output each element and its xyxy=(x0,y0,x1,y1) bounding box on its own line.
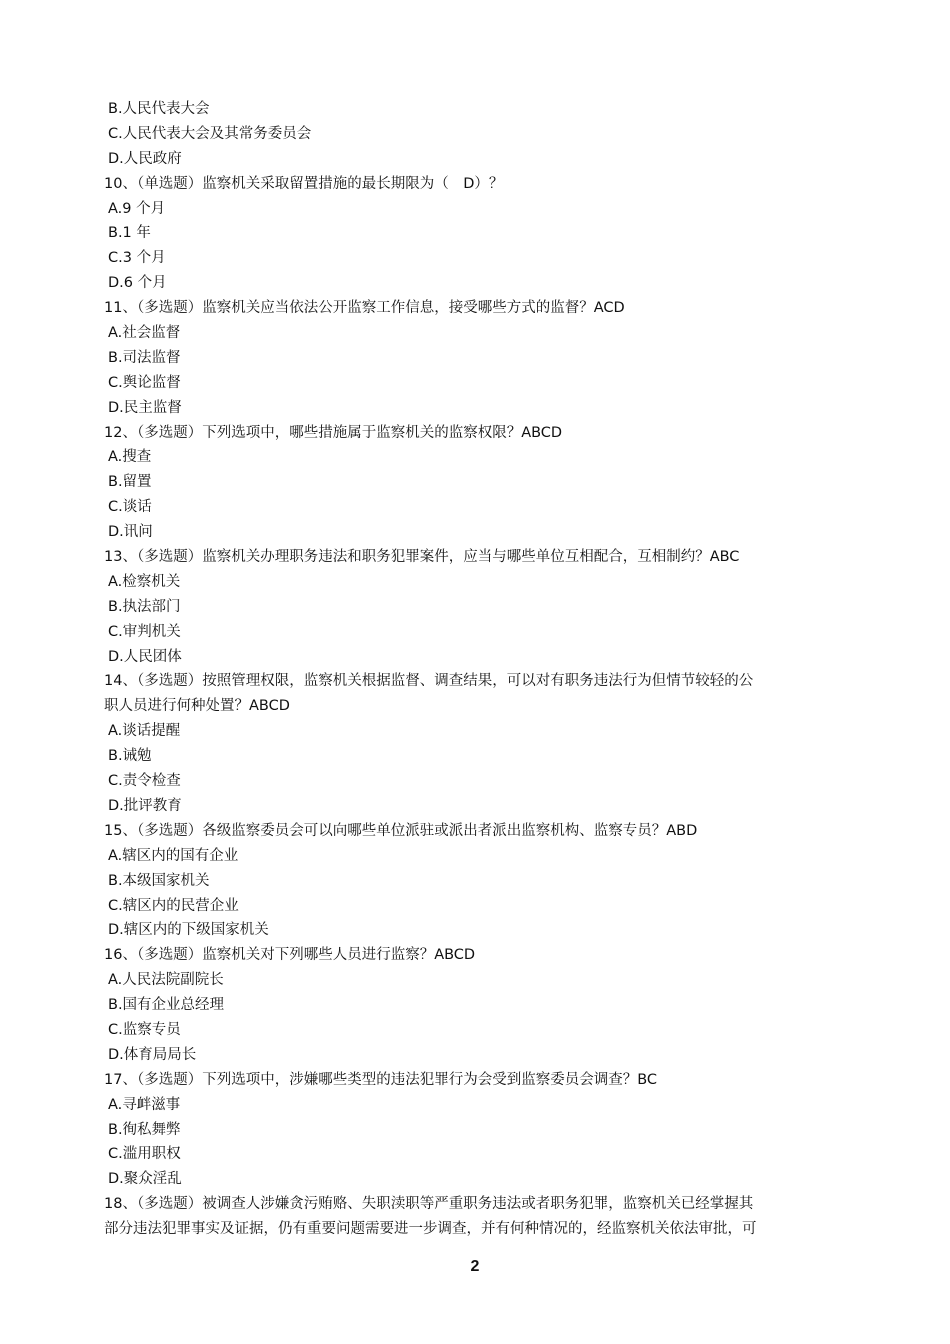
answer-option: C.舆论监督 xyxy=(108,374,181,391)
answer-option: C.监察专员 xyxy=(108,1021,181,1038)
answer-option: C.人民代表大会及其常务委员会 xyxy=(108,125,312,142)
answer-option: C.辖区内的民营企业 xyxy=(108,897,239,914)
answer-option: D.聚众淫乱 xyxy=(108,1171,182,1188)
answer-option: B.执法部门 xyxy=(108,598,181,615)
answer-option: B.人民代表大会 xyxy=(108,101,210,117)
question-text: 17、（多选题）下列选项中，涉嫌哪些类型的违法犯罪行为会受到监察委员会调查？BC xyxy=(104,1071,658,1088)
question-text-continued: 职人员进行何种处置？ABCD xyxy=(104,698,290,715)
question-text: 18、（多选题）被调查人涉嫌贪污贿赂、失职渎职等严重职务违法或者职务犯罪，监察机关已经掌握其 xyxy=(104,1196,754,1213)
answer-option: A.搜查 xyxy=(108,449,152,466)
answer-option: A.辖区内的国有企业 xyxy=(108,847,239,864)
answer-option: D.讯问 xyxy=(108,524,153,541)
answer-option: D.6 个月 xyxy=(108,275,167,292)
answer-option: D.人民团体 xyxy=(108,648,182,665)
answer-option: A.社会监督 xyxy=(108,325,181,342)
answer-option: A.检察机关 xyxy=(108,573,181,590)
answer-option: C.滥用职权 xyxy=(108,1146,181,1163)
answer-option: D.人民政府 xyxy=(108,150,182,167)
question-text: 12、（多选题）下列选项中，哪些措施属于监察机关的监察权限？ABCD xyxy=(104,424,563,441)
answer-option: B.留置 xyxy=(108,474,152,491)
answer-option: A.9 个月 xyxy=(108,200,166,217)
answer-option: B.徇私舞弊 xyxy=(108,1121,181,1138)
answer-option: A.寻衅滋事 xyxy=(108,1096,181,1113)
answer-option: A.谈话提醒 xyxy=(108,723,181,740)
answer-option: D.辖区内的下级国家机关 xyxy=(108,922,269,939)
answer-option: B.1 年 xyxy=(108,225,151,242)
answer-option: A.人民法院副院长 xyxy=(108,972,224,989)
answer-option: C.审判机关 xyxy=(108,623,181,640)
answer-option: B.本级国家机关 xyxy=(108,872,210,889)
question-text: 15、（多选题）各级监察委员会可以向哪些单位派驻或派出者派出监察机构、监察专员？ABD xyxy=(104,822,698,839)
answer-option: B.国有企业总经理 xyxy=(108,997,225,1014)
answer-option: D.批评教育 xyxy=(108,797,182,814)
page-number: 2 xyxy=(470,1258,480,1275)
question-text: 14、（多选题）按照管理权限，监察机关根据监督、调查结果，可以对有职务违法行为但情节较轻的公 xyxy=(104,673,754,690)
answer-option: B.司法监督 xyxy=(108,349,181,366)
answer-option: C.谈话 xyxy=(108,499,152,516)
question-text: 13、（多选题）监察机关办理职务违法和职务犯罪案件，应当与哪些单位互相配合，互相制约？ABC xyxy=(104,549,740,566)
answer-option: C.3 个月 xyxy=(108,250,166,267)
answer-option: B.诫勉 xyxy=(108,748,152,765)
document-body xyxy=(104,97,874,1242)
answer-option: C.责令检查 xyxy=(108,773,181,790)
answer-option: D.民主监督 xyxy=(108,399,182,416)
question-text-continued: 部分违法犯罪事实及证据，仍有重要问题需要进一步调查，并有何种情况的，经监察机关依法审批，可 xyxy=(104,1221,757,1238)
answer-option: D.体育局局长 xyxy=(108,1046,197,1063)
question-text: 10、（单选题）监察机关采取留置措施的最长期限为（ D）？ xyxy=(104,175,504,192)
question-text: 16、（多选题）监察机关对下列哪些人员进行监察？ABCD xyxy=(104,947,476,964)
question-text: 11、（多选题）监察机关应当依法公开监察工作信息，接受哪些方式的监督？ACD xyxy=(104,300,625,317)
